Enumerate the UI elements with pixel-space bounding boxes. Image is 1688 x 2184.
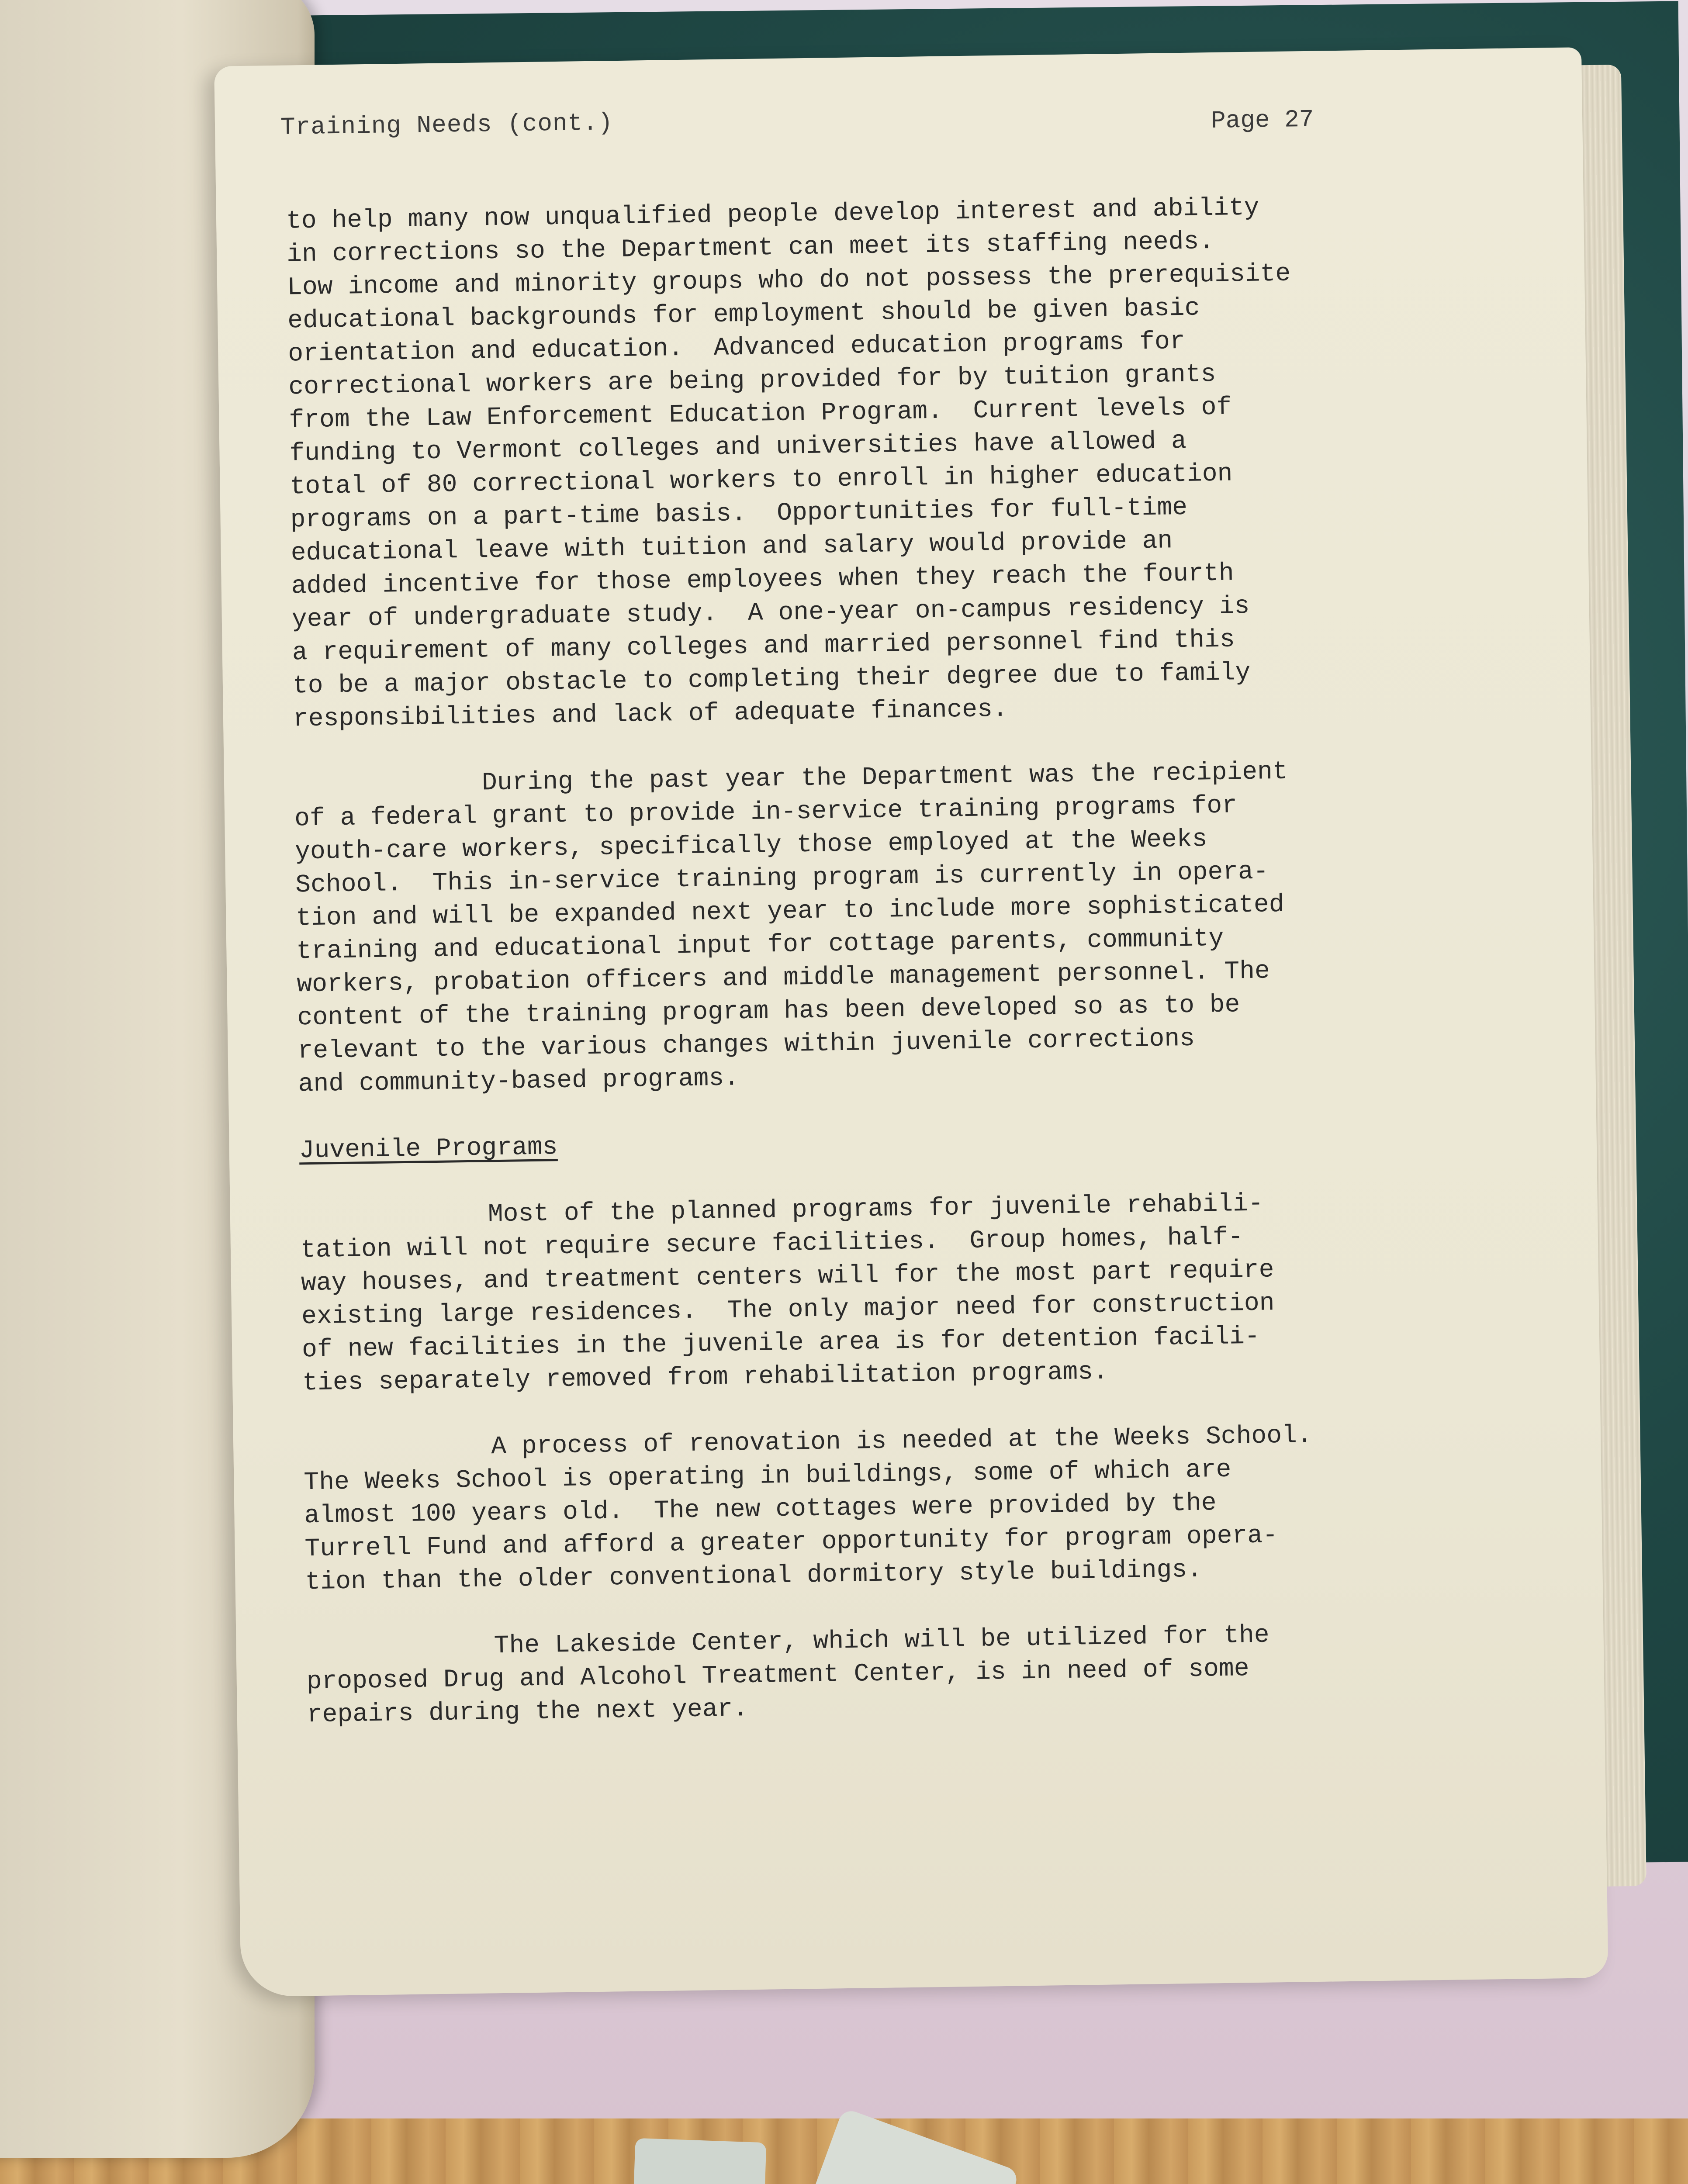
- text-line: of a federal grant to provide in-service training programs for: [294, 791, 1238, 833]
- text-line: A process of renovation is needed at the Weeks School.: [491, 1421, 1313, 1462]
- text-line: tation will not require secure facilities. Group homes, half-: [300, 1223, 1244, 1265]
- text-line: year of undergraduate study. A one-year on-campus residency is: [291, 592, 1250, 634]
- paragraph: [294, 752, 1565, 1101]
- document-page: [214, 47, 1608, 1997]
- text-line: Turrell Fund and afford a greater opportunity for program opera-: [304, 1521, 1278, 1564]
- text-line: way houses, and treatment centers will for the most part require: [301, 1256, 1274, 1298]
- text-line: of new facilities in the juvenile area is for detention facili-: [301, 1322, 1260, 1365]
- text-line: existing large residences. The only major need for construction: [301, 1289, 1275, 1331]
- text-line: youth-care workers, specifically those employed at the Weeks: [294, 825, 1207, 867]
- text-line: training and educational input for cottage parents, community: [296, 924, 1224, 966]
- text-line: tion than the older conventional dormitory style buildings.: [305, 1555, 1203, 1597]
- folder-clip: [633, 2140, 1027, 2184]
- text-line: to be a major obstacle to completing their degree due to family: [292, 658, 1251, 701]
- text-line: to help many now unqualified people develop interest and ability: [286, 194, 1259, 236]
- text-line: Most of the planned programs for juvenile rehabili-: [488, 1189, 1264, 1229]
- text-line: a requirement of many colleges and married personnel find this: [292, 625, 1235, 667]
- text-line: responsibilities and lack of adequate finances.: [293, 695, 1008, 734]
- page-body: [286, 187, 1575, 1765]
- text-line: School. This in-service training program is currently in opera-: [295, 857, 1269, 900]
- text-line: relevant to the various changes within juvenile corrections: [297, 1024, 1195, 1066]
- text-line: almost 100 years old. The new cottages were provided by the: [304, 1489, 1217, 1531]
- paragraph: [286, 187, 1560, 736]
- text-line: educational backgrounds for employment should be given basic: [287, 294, 1200, 335]
- paragraphs-top: [286, 187, 1565, 1101]
- paragraph: [300, 1183, 1569, 1400]
- text-line: programs on a part-time basis. Opportunities for full-time: [290, 493, 1188, 535]
- text-line: tion and will be expanded next year to include more sophisticated: [295, 890, 1285, 933]
- page-number: Page 27: [1211, 105, 1314, 135]
- paragraph: [306, 1615, 1574, 1732]
- text-line: educational leave with tuition and salary would provide an: [291, 527, 1173, 568]
- text-line: added incentive for those employees when they reach the fourth: [291, 559, 1234, 601]
- section-heading: Juvenile Programs: [299, 1133, 558, 1165]
- text-line: funding to Vermont colleges and universities have allowed a: [289, 427, 1187, 468]
- paragraphs-section: [300, 1183, 1574, 1732]
- text-line: total of 80 correctional workers to enroll in higher education: [290, 460, 1233, 501]
- text-line: from the Law Enforcement Education Program. Current levels of: [289, 393, 1232, 435]
- text-line: Low income and minority groups who do not possess the prerequisite: [287, 259, 1291, 302]
- text-line: correctional workers are being provided for by tuition grants: [288, 360, 1216, 402]
- text-line: The Weeks School is operating in buildings, some of which are: [303, 1455, 1231, 1497]
- paragraph: [303, 1416, 1572, 1599]
- text-line: During the past year the Department was the recipient: [481, 757, 1288, 798]
- text-line: in corrections so the Department can meet its staffing needs.: [286, 227, 1214, 269]
- clip-tab-left: [632, 2138, 767, 2184]
- text-line: content of the training program has been developed so as to be: [297, 991, 1240, 1033]
- text-line: orientation and education. Advanced education programs for: [287, 327, 1186, 369]
- text-line: repairs during the next year.: [307, 1695, 748, 1730]
- text-line: and community-based programs.: [298, 1064, 740, 1099]
- text-line: workers, probation officers and middle management personnel. The: [297, 957, 1270, 999]
- page-header: Training Needs (cont.): [280, 109, 613, 142]
- text-line: The Lakeside Center, which will be utilized for the: [494, 1621, 1270, 1661]
- text-line: proposed Drug and Alcohol Treatment Center, is in need of some: [306, 1655, 1250, 1697]
- text-line: ties separately removed from rehabilitation programs.: [302, 1358, 1109, 1398]
